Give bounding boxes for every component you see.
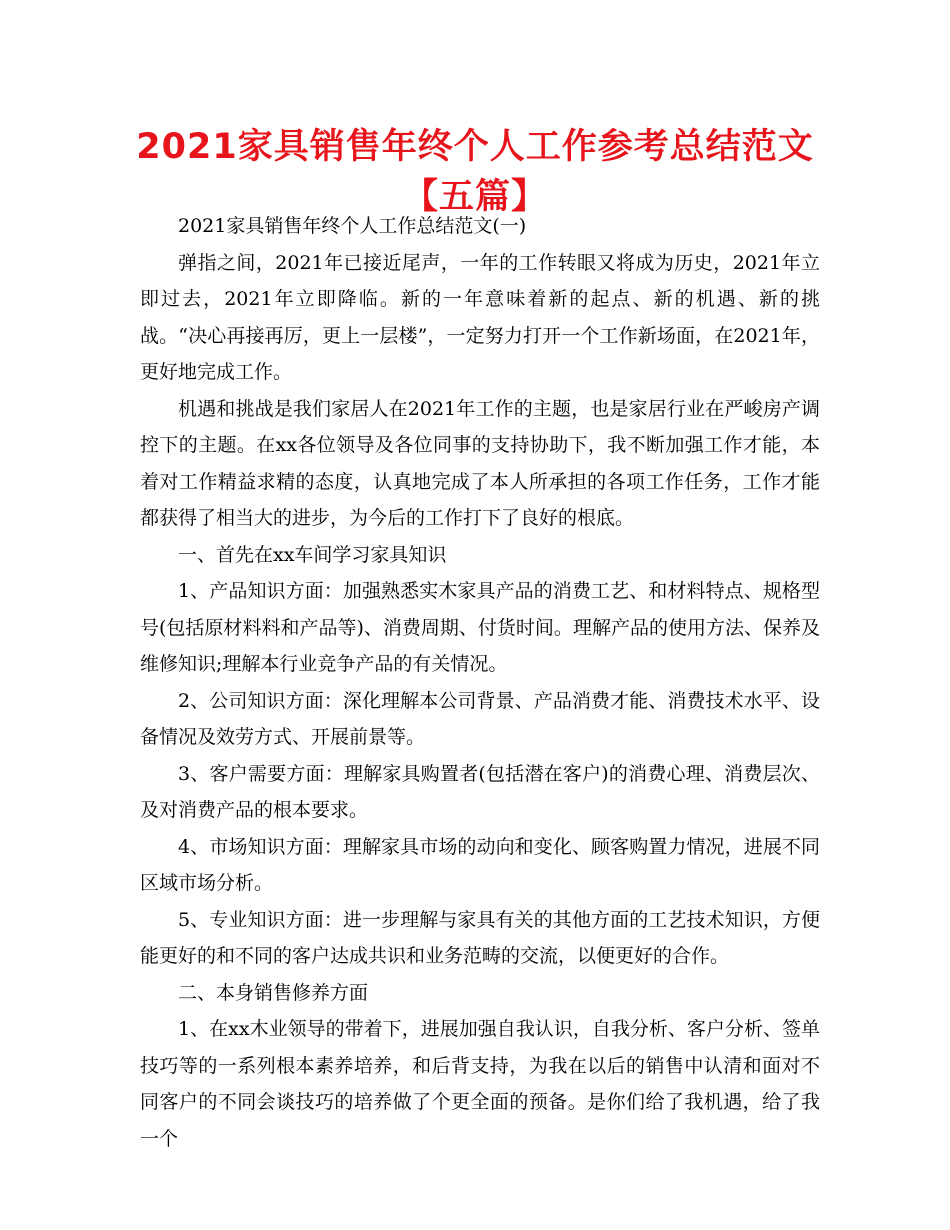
list-item: 3、客户需要方面：理解家具购置者(包括潜在客户)的消费心理、消费层次、及对消费产品的根本要求。 (140, 762, 820, 821)
paragraph: 弹指之间，2021年已接近尾声，一年的工作转眼又将成为历史，2021年立即过去，2021年立即降临。新的一年意味着新的起点、新的机遇、新的挑战。“决心再接再厉，更上一层楼”，一定努力打开一个工作新场面，在2021年，更好地完成工作。 (140, 251, 820, 383)
paragraph: 机遇和挑战是我们家居人在2021年工作的主题，也是家居行业在严峻房产调控下的主题。在xx各位领导及各位同事的支持协助下，我不断加强工作才能，本着对工作精益求精的态度，认真地完成了本人所承担的各项工作任务，工作才能都获得了相当大的进步，为今后的工作打下了良好的根底。 (140, 397, 820, 529)
section-heading: 二、本身销售修养方面 (178, 981, 369, 1004)
list-item: 1、在xx木业领导的带着下，进展加强自我认识，自我分析、客户分析、签单技巧等的一系列根本素养培养，和后背支持，为我在以后的销售中认清和面对不同客户的不同会谈技巧的培养做了个更全面的预备。是你们给了我机遇，给了我一个 (140, 1018, 820, 1150)
document-title: 2021家具销售年终个人工作参考总结范文【五篇】 (136, 127, 814, 217)
section-subtitle: 2021家具销售年终个人工作总结范文(一) (178, 215, 527, 237)
list-item: 4、市场知识方面：理解家具市场的动向和变化、顾客购置力情况，进展不同区域市场分析。 (140, 835, 820, 894)
section-heading: 一、首先在xx车间学习家具知识 (178, 543, 447, 566)
list-item: 2、公司知识方面：深化理解本公司背景、产品消费才能、消费技术水平、设备情况及效劳方式、开展前景等。 (140, 689, 820, 748)
document-body (140, 208, 820, 1157)
list-item: 5、专业知识方面：进一步理解与家具有关的其他方面的工艺技术知识，方便能更好的和不同的客户达成共识和业务范畴的交流，以便更好的合作。 (140, 908, 820, 967)
list-item: 1、产品知识方面：加强熟悉实木家具产品的消费工艺、和材料特点、规格型号(包括原材料料和产品等)、消费周期、付货时间。理解产品的使用方法、保养及维修知识;理解本行业竞争产品的有关情况。 (140, 580, 820, 675)
